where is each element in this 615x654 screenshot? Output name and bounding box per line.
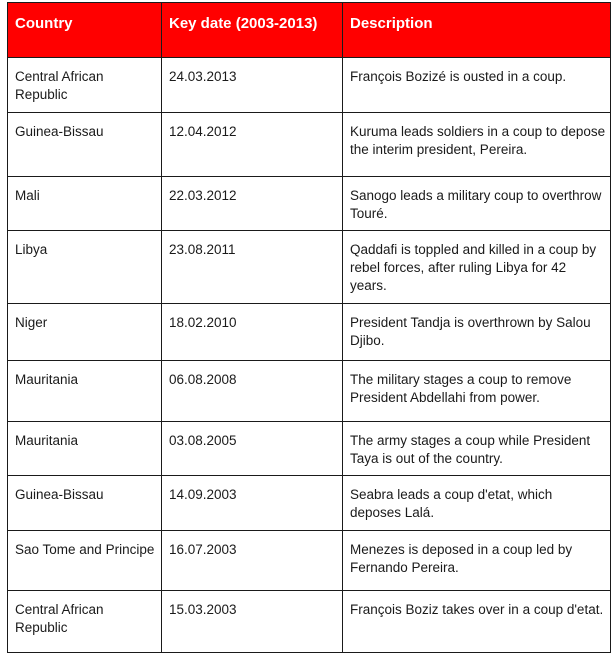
cell-date: 14.09.2003 (162, 476, 343, 531)
table-row (8, 113, 611, 177)
cell-description: President Tandja is overthrown by Salou Djibo. (343, 304, 611, 361)
table-row (8, 58, 611, 113)
cell-description: Sanogo leads a military coup to overthrow Touré. (343, 177, 611, 231)
table-row (8, 476, 611, 531)
table-row (8, 231, 611, 304)
header-row (8, 3, 611, 58)
cell-date: 03.08.2005 (162, 422, 343, 476)
cell-description: Kuruma leads soldiers in a coup to depose the interim president, Pereira. (343, 113, 611, 177)
cell-date: 23.08.2011 (162, 231, 343, 304)
cell-description: François Bozizé is ousted in a coup. (343, 58, 611, 113)
cell-date: 18.02.2010 (162, 304, 343, 361)
cell-description: Seabra leads a coup d'etat, which deposes Lalá. (343, 476, 611, 531)
column-header-key-date: Key date (2003-2013) (162, 3, 343, 58)
cell-country: Libya (8, 231, 162, 304)
table-row (8, 591, 611, 653)
cell-country: Central African Republic (8, 591, 162, 653)
cell-description: The military stages a coup to remove President Abdellahi from power. (343, 361, 611, 422)
table-row (8, 422, 611, 476)
cell-country: Niger (8, 304, 162, 361)
cell-date: 12.04.2012 (162, 113, 343, 177)
cell-date: 15.03.2003 (162, 591, 343, 653)
cell-country: Mauritania (8, 361, 162, 422)
cell-country: Central African Republic (8, 58, 162, 113)
cell-description: François Boziz takes over in a coup d'etat. (343, 591, 611, 653)
cell-country: Mali (8, 177, 162, 231)
column-header-country: Country (8, 3, 162, 58)
cell-country: Sao Tome and Principe (8, 531, 162, 591)
cell-date: 22.03.2012 (162, 177, 343, 231)
cell-date: 06.08.2008 (162, 361, 343, 422)
table-header (8, 3, 611, 58)
table-row (8, 177, 611, 231)
cell-country: Guinea-Bissau (8, 476, 162, 531)
table-row (8, 361, 611, 422)
table-row (8, 531, 611, 591)
cell-description: Menezes is deposed in a coup led by Fernando Pereira. (343, 531, 611, 591)
cell-country: Mauritania (8, 422, 162, 476)
cell-date: 24.03.2013 (162, 58, 343, 113)
table-row (8, 304, 611, 361)
cell-country: Guinea-Bissau (8, 113, 162, 177)
cell-description: The army stages a coup while President Taya is out of the country. (343, 422, 611, 476)
column-header-description: Description (343, 3, 611, 58)
coups-table (7, 2, 611, 653)
cell-date: 16.07.2003 (162, 531, 343, 591)
cell-description: Qaddafi is toppled and killed in a coup by rebel forces, after ruling Libya for 42 years. (343, 231, 611, 304)
table-body (8, 58, 611, 653)
